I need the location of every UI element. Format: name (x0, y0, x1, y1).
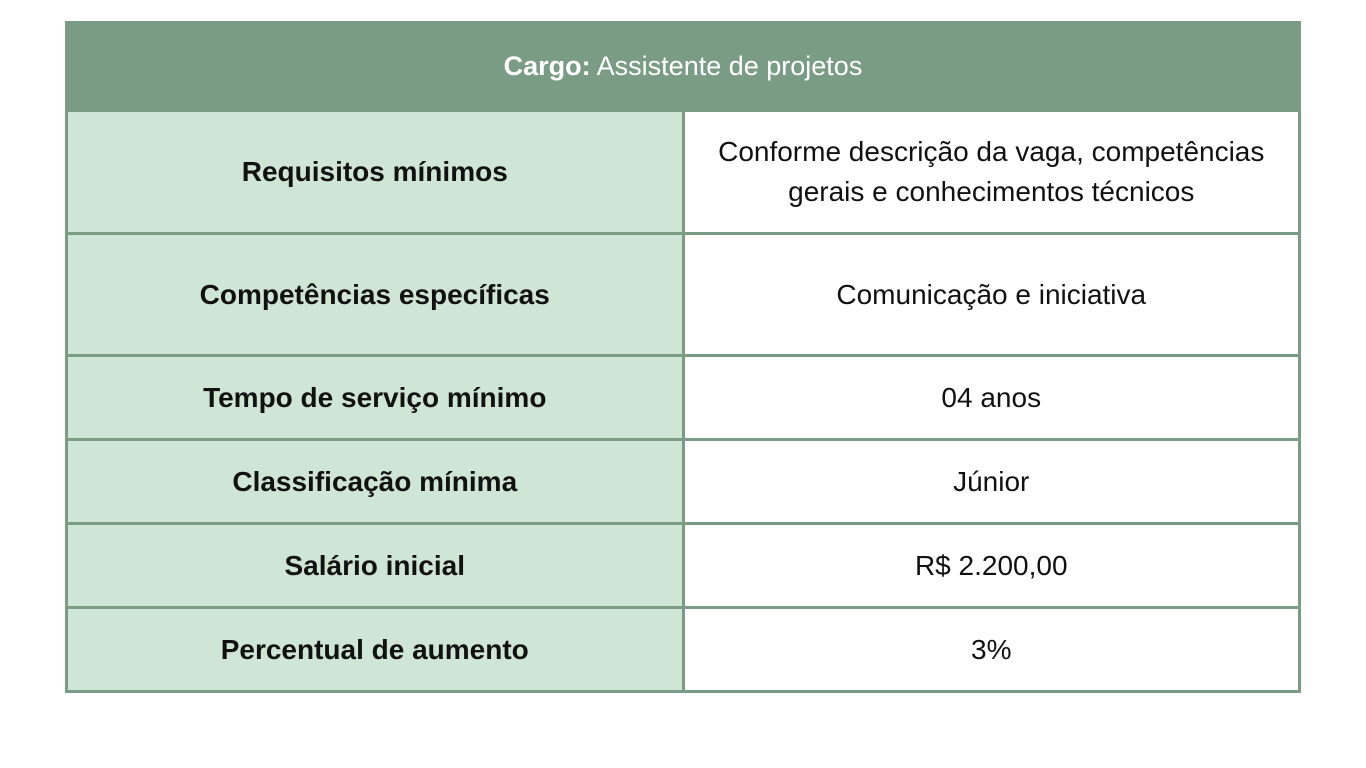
title-value: Assistente de projetos (596, 51, 863, 81)
table-row (67, 524, 1300, 608)
row-value: 04 anos (683, 356, 1300, 440)
job-info-table-container (65, 21, 1301, 693)
job-info-table (65, 21, 1301, 693)
row-label: Classificação mínima (67, 440, 684, 524)
row-value: Conforme descrição da vaga, competências gerais e conhecimentos técnicos (683, 111, 1300, 234)
row-value: Comunicação e iniciativa (683, 234, 1300, 356)
row-value: R$ 2.200,00 (683, 524, 1300, 608)
row-value: 3% (683, 608, 1300, 692)
table-row (67, 111, 1300, 234)
table-row (67, 608, 1300, 692)
row-label: Salário inicial (67, 524, 684, 608)
row-label: Tempo de serviço mínimo (67, 356, 684, 440)
row-label: Requisitos mínimos (67, 111, 684, 234)
table-header-row (67, 23, 1300, 111)
row-label: Percentual de aumento (67, 608, 684, 692)
title-label: Cargo: (503, 51, 591, 81)
table-row (67, 440, 1300, 524)
row-label: Competências específicas (67, 234, 684, 356)
table-title (67, 23, 1300, 111)
row-value: Júnior (683, 440, 1300, 524)
table-row (67, 356, 1300, 440)
table-row (67, 234, 1300, 356)
